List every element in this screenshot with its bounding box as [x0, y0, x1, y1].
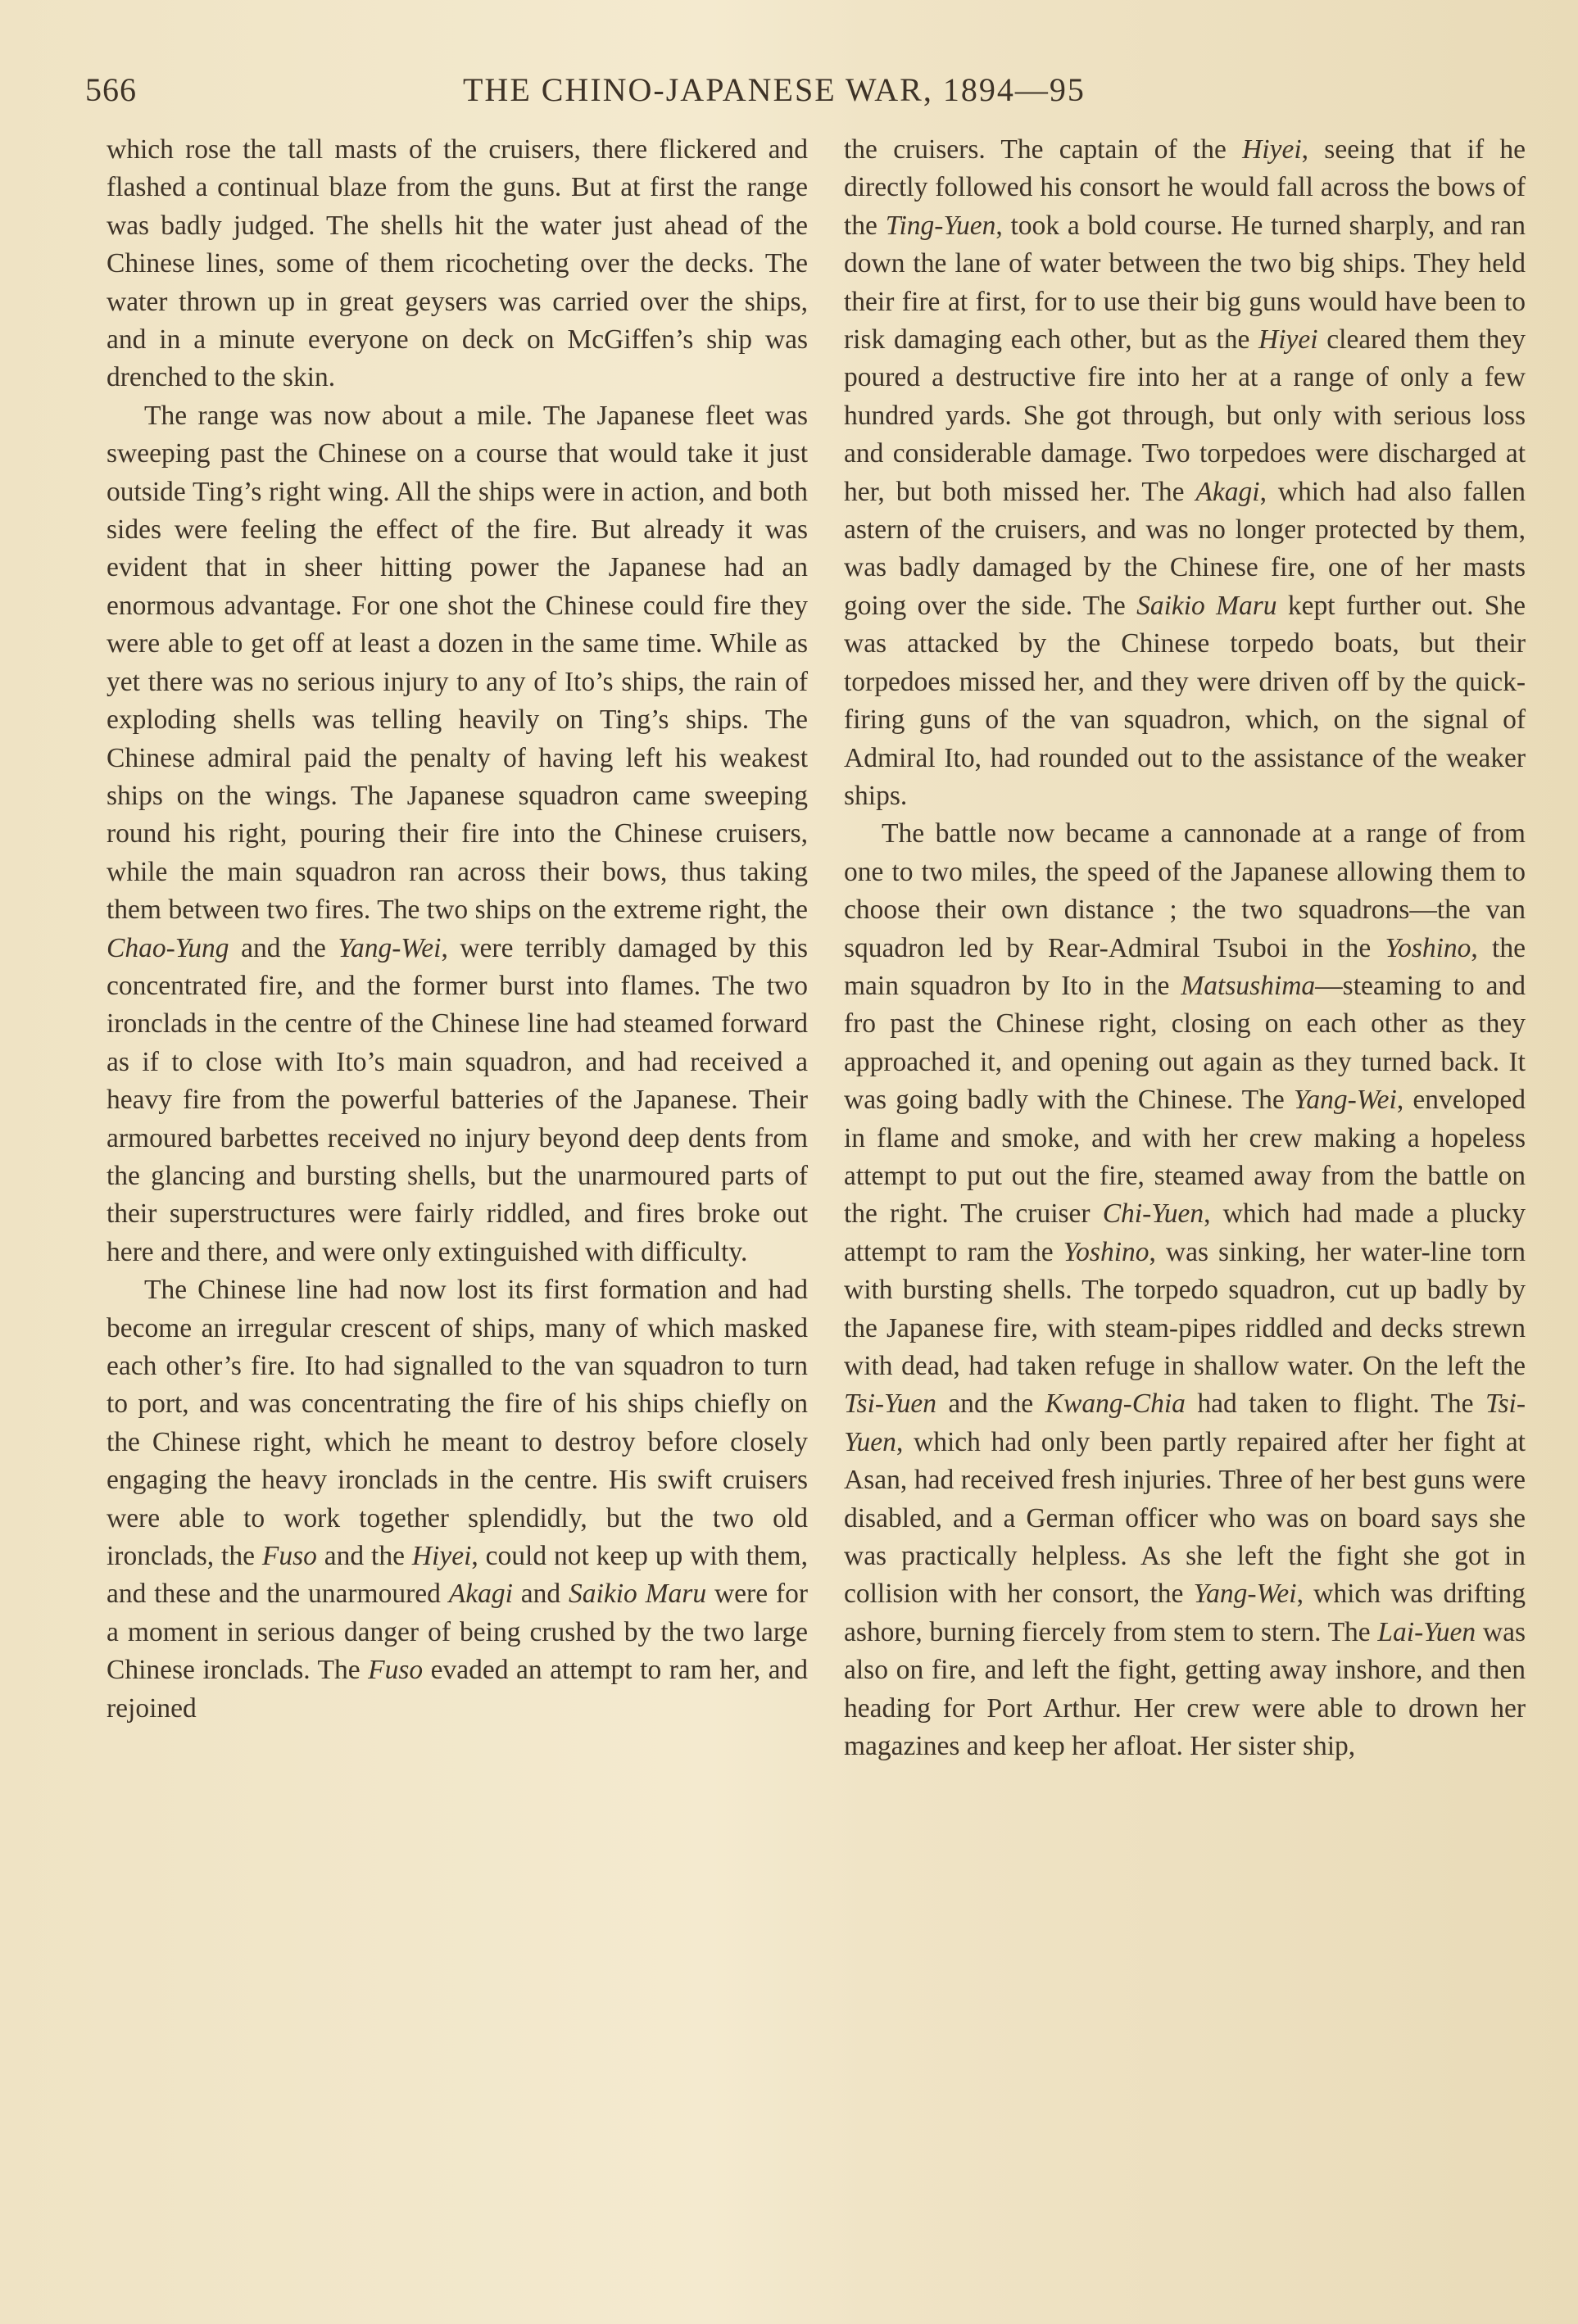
page-header — [0, 64, 1578, 113]
paragraph: The Chinese line had now lost its first formation and had become an irregular crescent of ships, many of which masked each other’s fire. Ito had signalled to the van squadron to turn to port, and was concentrating the fire of his ships chiefly on the Chinese right, which he meant to destroy before closely engaging the heavy ironclads in the centre. His swift cruisers were able to work together splendidly, but the two old ironclads, the Fuso and the Hiyei, could not keep up with them, and these and the unarmoured Akagi and Saikio Maru were for a moment in serious danger of being crushed by the two large Chinese ironclads. The Fuso evaded an attempt to ram her, and rejoined — [107, 1275, 808, 1724]
page-number: 566 — [85, 71, 137, 108]
paragraph: The battle now became a cannonade at a range of from one to two miles, the speed of the Japanese allowing them to choose their own distance ; the two squadrons—the van squadron led by Rear-Admiral Tsuboi in the Yoshino, the main squadron by Ito in the Matsushima—steaming to and fro past the Chinese right, closing on each other as they approached it, and opening out again as they turned back. It was going badly with the Chinese. The Yang-Wei, enveloped in flame and smoke, and with her crew making a hopeless attempt to put out the fire, steamed away from the battle on the right. The cruiser Chi-Yuen, which had made a plucky attempt to ram the Yoshino, was sinking, her water-line torn with bursting shells. The torpedo squadron, cut up badly by the Japanese fire, with steam-pipes riddled and decks strewn with dead, had taken refuge in shallow water. On the left the Tsi-Yuen and the Kwang-Chia had taken to flight. The Tsi-Yuen, which had only been partly repaired after her fight at Asan, had received fresh injuries. Three of her best guns were disabled, and a German officer who was on board says she was practically helpless. As she left the fight she got in collision with her consort, the Yang-Wei, which was drifting ashore, burning fiercely from stem to stern. The Lai-Yuen was also on fire, and left the fight, getting away inshore, and then heading for Port Arthur. Her crew were able to drown her magazines and keep her afloat. Her sister ship, — [844, 818, 1526, 1762]
right-column — [844, 131, 1526, 1765]
left-column — [107, 131, 808, 1728]
paragraph: the cruisers. The captain of the Hiyei, seeing that if he directly followed his consort he would fall across the bows of the Ting-Yuen, took a bold course. He turned sharply, and ran down the lane of water between the two big ships. They held their fire at first, for to use their big guns would have been to risk damaging each other, but as the Hiyei cleared them they poured a destructive fire into her at a range of only a few hundred yards. She got through, but only with serious loss and considerable damage. Two torpedoes were discharged at her, but both missed her. The Akagi, which had also fallen astern of the cruisers, and was no longer protected by them, was badly damaged by the Chinese fire, one of her masts going over the side. The Saikio Maru kept further out. She was attacked by the Chinese torpedo boats, but their torpedoes missed her, and they were driven off by the quick-firing guns of the van squadron, which, on the signal of Admiral Ito, had rounded out to the assistance of the weaker ships. — [844, 134, 1526, 811]
running-title: THE CHINO-JAPANESE WAR, 1894—95 — [463, 71, 1086, 108]
paragraph: which rose the tall masts of the cruisers, there flickered and flashed a continual blaze from the guns. But at first the range was badly judged. The shells hit the water just ahead of the Chinese lines, some of them ricocheting over the decks. The water thrown up in great geysers was carried over the ships, and in a minute everyone on deck on McGiffen’s ship was drenched to the skin. — [107, 134, 808, 393]
paragraph: The range was now about a mile. The Japanese fleet was sweeping past the Chinese on a course that would take it just outside Ting’s right wing. All the ships were in action, and both sides were feeling the effect of the fire. But already it was evident that in sheer hitting power the Japanese had an enormous advantage. For one shot the Chinese could fire they were able to get off at least a dozen in the same time. While as yet there was no serious injury to any of Ito’s ships, the rain of exploding shells was telling heavily on Ting’s ships. The Chinese admiral paid the penalty of having left his weakest ships on the wings. The Japanese squadron came sweeping round his right, pouring their fire into the Chinese cruisers, while the main squadron ran across their bows, thus taking them between two fires. The two ships on the extreme right, the Chao-Yung and the Yang-Wei, were terribly damaged by this concentrated fire, and the former burst into flames. The two ironclads in the centre of the Chinese line had steamed forward as if to close with Ito’s main squadron, and had received a heavy fire from the powerful batteries of the Japanese. Their armoured barbettes received no injury beyond deep dents from the glancing and bursting shells, but the unarmoured parts of their superstructures were fairly riddled, and fires broke out here and there, and were only extinguished with difficulty. — [107, 400, 808, 1267]
